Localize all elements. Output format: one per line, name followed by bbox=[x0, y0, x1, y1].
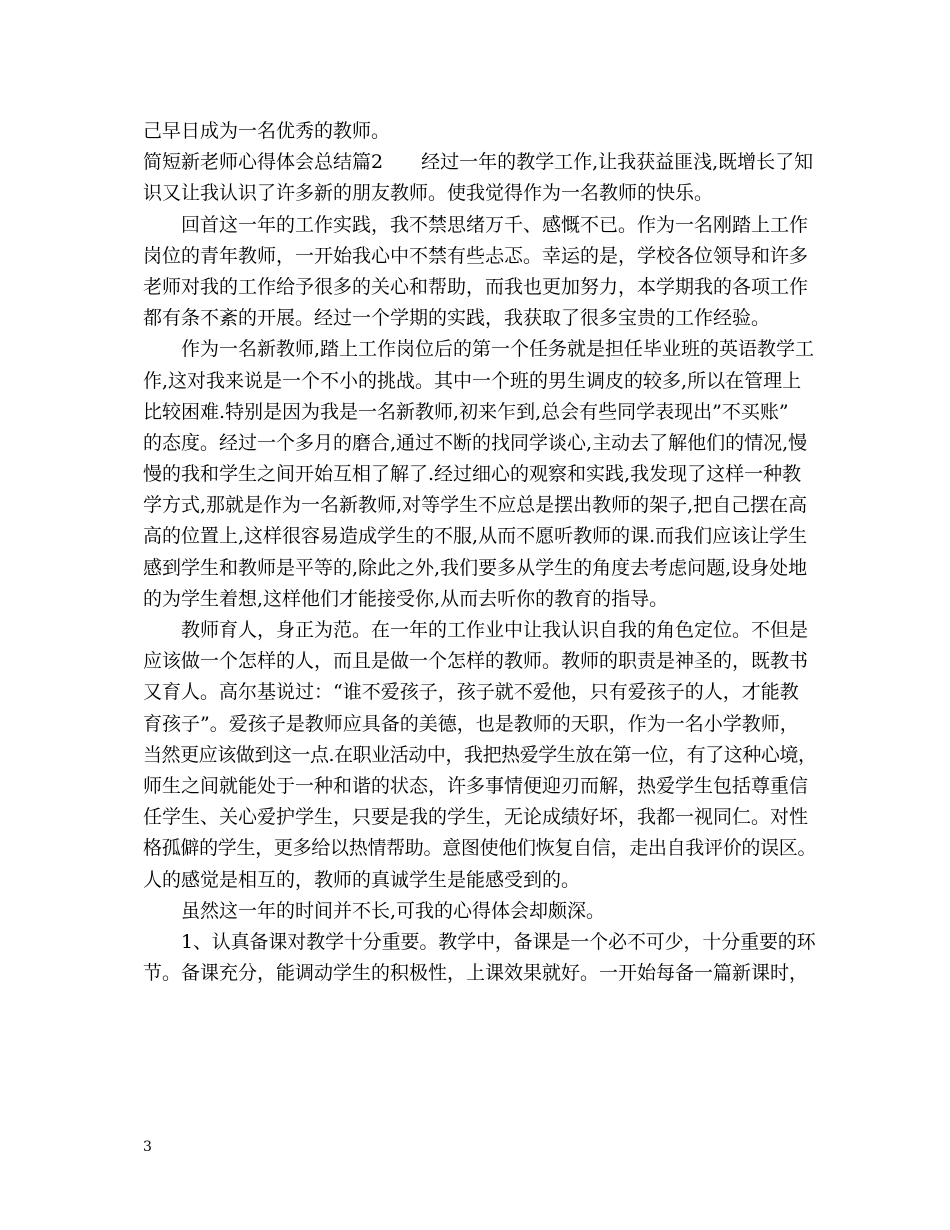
text-line: 虽然这一年的时间并不长,可我的心得体会却颇深。 bbox=[181, 899, 606, 922]
text-line: 任学生、关心爱护学生，只要是我的学生，无论成绩好坏，我都一视同仁。对性 bbox=[143, 806, 809, 829]
text-line: 格孤僻的学生，更多给以热情帮助。意图使他们恢复自信，走出自我评价的误区。 bbox=[143, 837, 817, 860]
text-line: 人的感觉是相互的，教师的真诚学生是能感受到的。 bbox=[143, 868, 581, 891]
text-line: 又育人。高尔基说过：“谁不爱孩子，孩子就不爱他，只有爱孩子的人，才能教 bbox=[143, 681, 799, 704]
text-line: 作,这对我来说是一个不小的挑战。其中一个班的男生调皮的较多,所以在管理上 bbox=[143, 369, 802, 392]
text-line: 比较困难.特别是因为我是一名新教师,初来乍到,总会有些同学表现出”不买账” bbox=[143, 400, 789, 423]
text-line: 己早日成为一名优秀的教师。 bbox=[143, 120, 391, 142]
text-line: 的态度。经过一个多月的磨合,通过不断的找同学谈心,主动去了解他们的情况,慢 bbox=[143, 431, 808, 454]
text-line: 节。备课充分，能调动学生的积极性，上课效果就好。一开始每备一篇新课时， bbox=[143, 962, 809, 985]
text-line: 育孩子”。爱孩子是教师应具备的美德，也是教师的天职，作为一名小学教师， bbox=[143, 712, 799, 735]
body-text bbox=[143, 116, 815, 989]
text-line: 都有条不紊的开展。经过一个学期的实践，我获取了很多宝贵的工作经验。 bbox=[143, 307, 771, 330]
text-line: 简短新老师心得体会总结篇2 经过一年的教学工作,让我获益匪浅,既增长了知 bbox=[143, 151, 814, 174]
text-line: 老师对我的工作给予很多的关心和帮助，而我也更加努力，本学期我的各项工作 bbox=[143, 275, 809, 298]
text-line: 的为学生着想,这样他们才能接受你,从而去听你的教育的指导。 bbox=[143, 587, 669, 610]
text-line: 学方式,那就是作为一名新教师,对等学生不应总是摆出教师的架子,把自己摆在高 bbox=[143, 494, 808, 517]
text-line: 应该做一个怎样的人，而且是做一个怎样的教师。教师的职责是神圣的，既教书 bbox=[143, 650, 809, 673]
text-line: 回首这一年的工作实践，我不禁思绪万千、感慨不已。作为一名刚踏上工作 bbox=[181, 213, 809, 236]
text-line: 感到学生和教师是平等的,除此之外,我们要多从学生的角度去考虑问题,设身处地 bbox=[143, 556, 808, 579]
text-line: 慢的我和学生之间开始互相了解了.经过细心的观察和实践,我发现了这样一种教 bbox=[143, 463, 802, 486]
text-line: 教师育人，身正为范。在一年的工作业中让我认识自我的角色定位。不但是 bbox=[181, 619, 809, 641]
text-line: 高的位置上,这样很容易造成学生的不服,从而不愿听教师的课.而我们应该让学生 bbox=[143, 525, 808, 548]
page-number: 3 bbox=[143, 1139, 152, 1155]
text-line: 作为一名新教师,踏上工作岗位后的第一个任务就是担任毕业班的英语教学工 bbox=[181, 338, 815, 361]
text-line: 岗位的青年教师，一开始我心中不禁有些忐忑。幸运的是，学校各位领导和许多 bbox=[143, 244, 809, 267]
text-line: 1、认真备课对教学十分重要。教学中，备课是一个必不可少，十分重要的环 bbox=[181, 930, 816, 953]
text-line: 当然更应该做到这一点.在职业活动中，我把热爱学生放在第一位，有了这种心境， bbox=[143, 743, 817, 766]
text-line: 师生之间就能处于一种和谐的状态，许多事情便迎刃而解，热爱学生包括尊重信 bbox=[143, 774, 809, 797]
text-line: 识又让我认识了许多新的朋友教师。使我觉得作为一名教师的快乐。 bbox=[143, 182, 714, 205]
